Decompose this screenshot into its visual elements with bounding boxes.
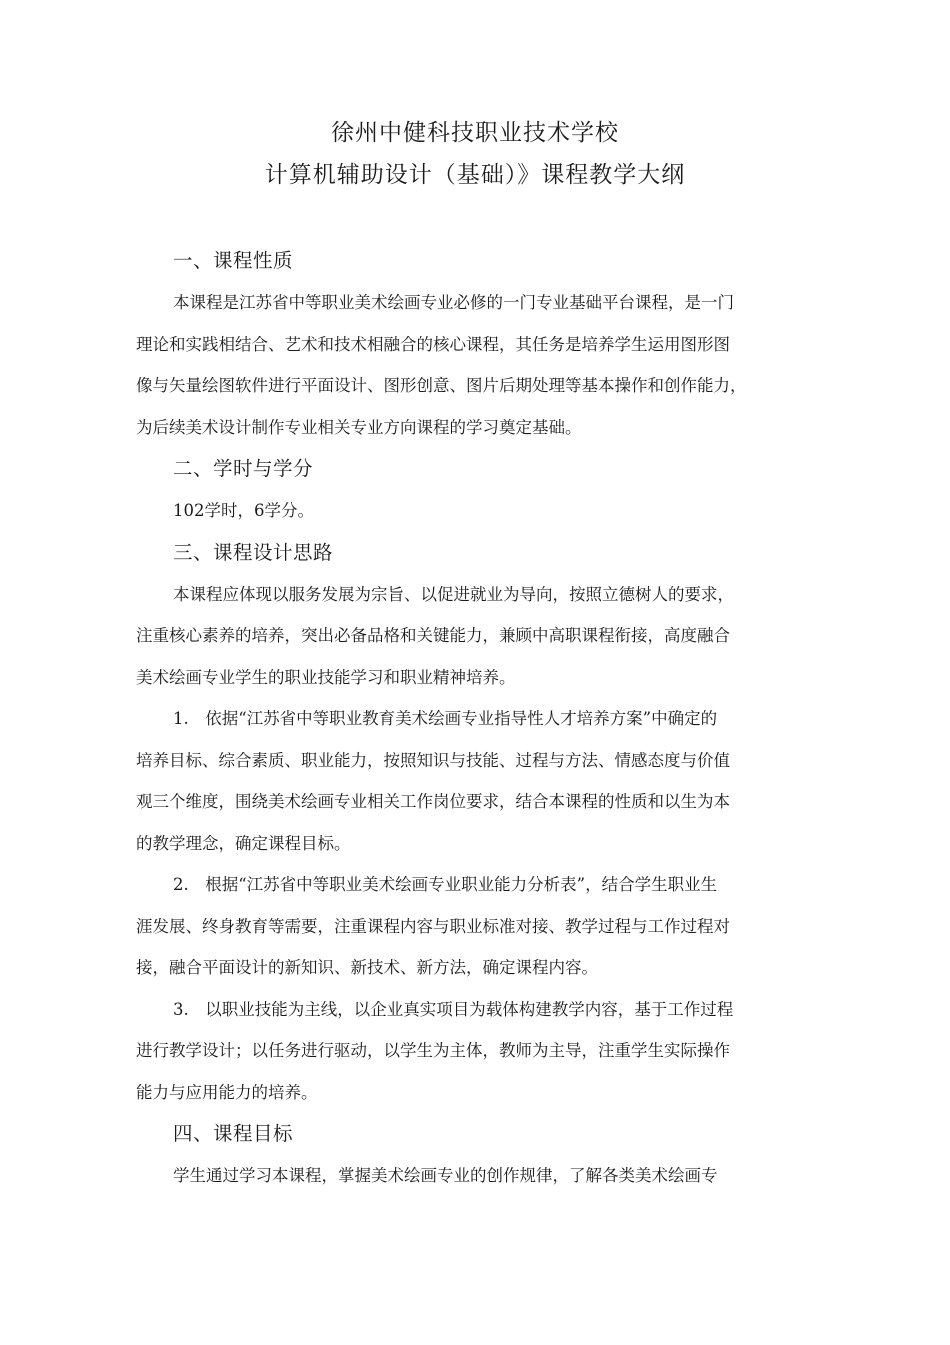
paragraph-line: 注重核心素养的培养，突出必备品格和关键能力，兼顾中高职课程衔接，高度融合 <box>136 626 730 645</box>
body-paragraph <box>136 1155 836 1197</box>
paragraph-line: 102学时，6学分。 <box>173 501 314 520</box>
paragraph-line: 像与矢量绘图软件进行平面设计、图形创意、图片后期处理等基本操作和创作能力， <box>136 376 747 395</box>
section-heading: 三、课程设计思路 <box>173 540 334 564</box>
paragraph-line: 2. 根据“江苏省中等职业美术绘画专业职业能力分析表”，结合学生职业生 <box>173 875 718 894</box>
body-paragraph <box>136 989 836 1114</box>
school-name: 徐州中健科技职业技术学校 <box>331 120 619 146</box>
paragraph-line: 3. 以职业技能为主线，以企业真实项目为载体构建教学内容，基于工作过程 <box>173 999 734 1019</box>
section-heading: 一、课程性质 <box>173 249 294 272</box>
body-paragraph <box>136 282 836 448</box>
paragraph-line: 的教学理念，确定课程目标。 <box>136 833 351 853</box>
paragraph-line: 接，融合平面设计的新知识、新技术、新方法，确定课程内容。 <box>136 958 598 977</box>
paragraph-line: 培养目标、综合素质、职业能力，按照知识与技能、过程与方法、情感态度与价值 <box>136 750 730 770</box>
document-title <box>0 112 950 196</box>
paragraph-line: 1. 依据“江苏省中等职业教育美术绘画专业指导性人才培养方案”中确定的 <box>173 709 718 728</box>
paragraph-line: 能力与应用能力的培养。 <box>136 1082 318 1102</box>
course-syllabus-title: 计算机辅助设计（基础）》课程教学大纲 <box>264 162 686 188</box>
paragraph-line: 本课程是江苏省中等职业美术绘画专业必修的一门专业基础平台课程，是一门 <box>173 293 734 312</box>
body-paragraph <box>136 574 836 699</box>
body-paragraph <box>136 698 836 864</box>
paragraph-line: 观三个维度，围绕美术绘画专业相关工作岗位要求，结合本课程的性质和以生为本 <box>136 792 730 811</box>
section-heading: 二、学时与学分 <box>173 457 314 480</box>
paragraph-line: 进行教学设计；以任务进行驱动，以学生为主体，教师为主导，注重学生实际操作 <box>136 1041 730 1060</box>
paragraph-line: 学生通过学习本课程，掌握美术绘画专业的创作规律，了解各类美术绘画专 <box>173 1166 718 1185</box>
paragraph-line: 本课程应体现以服务发展为宗旨、以促进就业为导向，按照立德树人的要求， <box>173 584 734 604</box>
paragraph-line: 涯发展、终身教育等需要，注重课程内容与职业标准对接、教学过程与工作过程对 <box>136 916 730 936</box>
section-heading: 四、课程目标 <box>173 1122 294 1145</box>
paragraph-line: 为后续美术设计制作专业相关专业方向课程的学习奠定基础。 <box>136 417 582 437</box>
body-paragraph <box>136 864 836 989</box>
paragraph-line: 美术绘画专业学生的职业技能学习和职业精神培养。 <box>136 667 516 687</box>
paragraph-line: 理论和实践相结合、艺术和技术相融合的核心课程，其任务是培养学生运用图形图 <box>136 334 730 354</box>
document-body <box>136 240 836 1197</box>
body-paragraph <box>136 490 836 532</box>
